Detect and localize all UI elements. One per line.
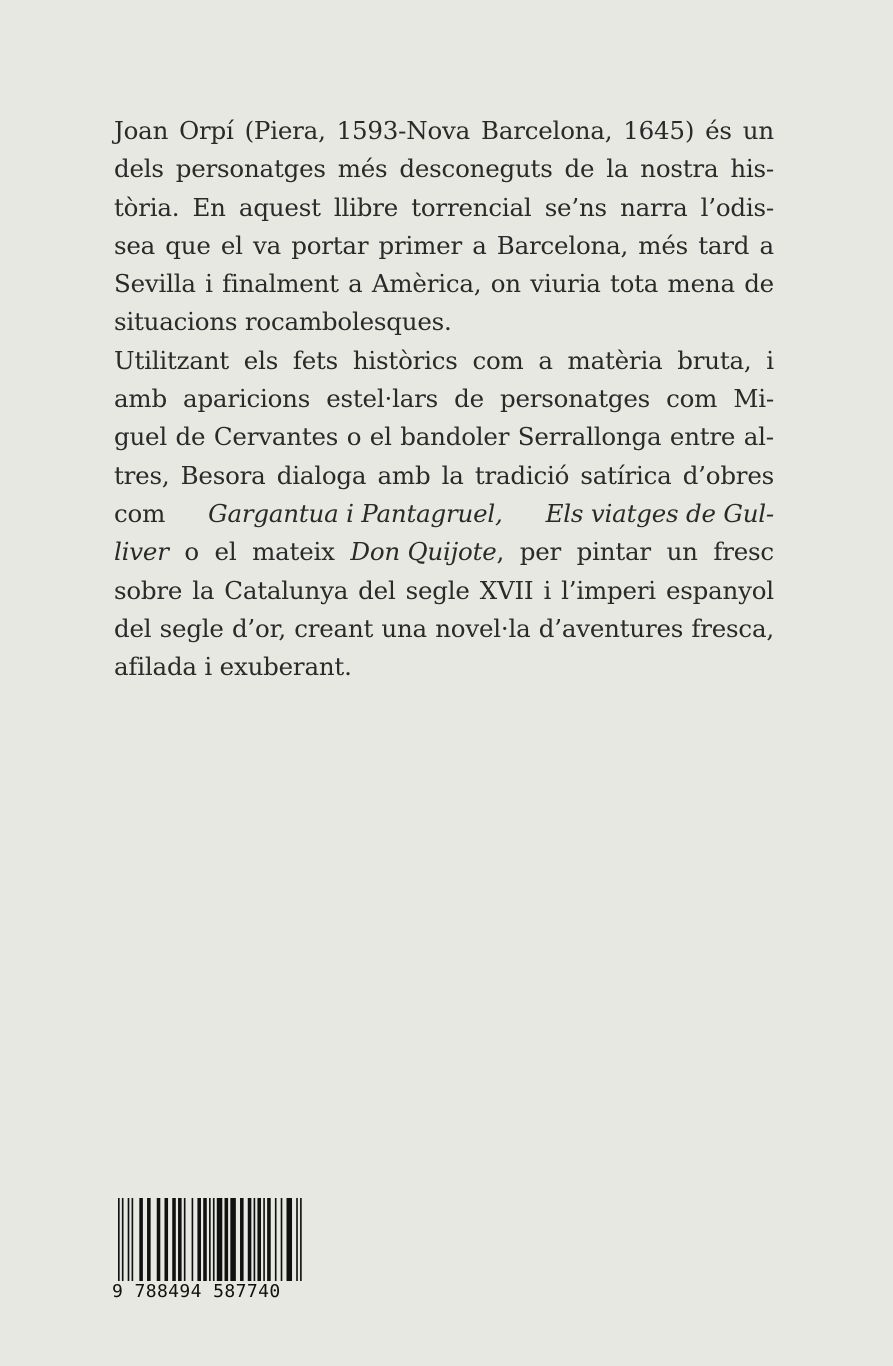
word: on bbox=[490, 269, 521, 299]
word: primer bbox=[378, 230, 462, 260]
word: i bbox=[543, 575, 552, 605]
word: llibre bbox=[333, 192, 399, 222]
word: Barcelona, bbox=[481, 116, 613, 145]
word: guel bbox=[114, 422, 167, 452]
barcode-bar bbox=[230, 1198, 236, 1282]
word: Don Quijote, bbox=[350, 537, 505, 567]
punctuation: , bbox=[496, 537, 505, 567]
word: nostra bbox=[640, 154, 719, 184]
word: pintar bbox=[576, 537, 651, 567]
text-line bbox=[114, 112, 774, 150]
word: tard bbox=[698, 230, 750, 260]
word: Sevilla bbox=[114, 269, 196, 299]
word: mateix bbox=[252, 537, 335, 567]
word: a bbox=[472, 230, 487, 260]
word: estel·lars bbox=[326, 384, 439, 414]
text-line bbox=[114, 380, 774, 418]
word: a bbox=[759, 230, 774, 260]
word: desconeguts bbox=[399, 154, 553, 184]
word: Serrallonga bbox=[517, 422, 662, 452]
word: un bbox=[666, 537, 698, 567]
barcode-bar bbox=[263, 1198, 265, 1282]
word: tres, bbox=[114, 460, 170, 490]
isbn-number: 9 788494 587740 bbox=[112, 1281, 306, 1302]
word: tòria. bbox=[114, 192, 180, 222]
barcode-bar bbox=[184, 1198, 186, 1282]
barcode-bar bbox=[254, 1198, 256, 1282]
word: dels bbox=[114, 154, 164, 184]
word: l’odis- bbox=[700, 192, 774, 222]
text-line bbox=[114, 227, 774, 265]
word: entre bbox=[669, 422, 736, 452]
barcode-bar bbox=[257, 1198, 261, 1282]
word: En bbox=[192, 192, 226, 222]
text-line bbox=[114, 457, 774, 495]
word: més bbox=[337, 154, 388, 184]
word: la bbox=[606, 154, 629, 184]
word: Joan bbox=[114, 116, 169, 145]
word: personatges bbox=[175, 154, 326, 184]
word: segle bbox=[159, 613, 224, 643]
barcode-bar bbox=[118, 1198, 120, 1294]
word: se’ns bbox=[544, 192, 607, 222]
word: a bbox=[538, 345, 553, 375]
word: Catalunya bbox=[224, 575, 349, 605]
word: fresc bbox=[713, 537, 774, 567]
word: portar bbox=[291, 230, 369, 260]
word: finalment bbox=[222, 269, 339, 299]
word: bandoler bbox=[400, 422, 510, 452]
word: al- bbox=[743, 422, 774, 452]
barcode-bar bbox=[213, 1198, 215, 1294]
text-line bbox=[114, 265, 774, 303]
text-line bbox=[114, 572, 774, 610]
word: tradició bbox=[474, 460, 570, 490]
word: torrencial bbox=[411, 192, 532, 222]
word: d’obres bbox=[682, 460, 774, 490]
text-line bbox=[114, 189, 774, 227]
barcode-bar bbox=[132, 1198, 134, 1282]
barcode-bar bbox=[164, 1198, 168, 1282]
word: el bbox=[220, 230, 243, 260]
word: (Piera, bbox=[244, 116, 326, 145]
word: amb bbox=[377, 460, 431, 490]
word: el bbox=[369, 422, 392, 452]
text-line bbox=[114, 610, 774, 648]
barcode-bar bbox=[178, 1198, 182, 1282]
word: tota bbox=[609, 269, 659, 299]
word: sea bbox=[114, 230, 156, 260]
word: i bbox=[205, 269, 213, 299]
word: un bbox=[742, 116, 774, 145]
word: XVII bbox=[479, 575, 534, 605]
text-line bbox=[114, 533, 774, 571]
word: Mi- bbox=[733, 384, 774, 414]
word: 1593-Nova bbox=[336, 116, 471, 145]
barcode-bar bbox=[147, 1198, 151, 1282]
barcode-bar bbox=[217, 1198, 223, 1282]
word: Utilitzant bbox=[114, 345, 229, 375]
word: his- bbox=[730, 154, 774, 184]
word: els bbox=[243, 345, 279, 375]
word: fresca, bbox=[691, 613, 774, 643]
word: com bbox=[472, 345, 524, 375]
word: narra bbox=[620, 192, 688, 222]
word: l’imperi bbox=[561, 575, 656, 605]
word: Els viatges de Gul- bbox=[545, 498, 774, 528]
synopsis-text bbox=[114, 112, 774, 686]
barcode-bar bbox=[209, 1198, 211, 1294]
barcode-bar bbox=[248, 1198, 252, 1282]
word: novel·la bbox=[435, 613, 531, 643]
word: sobre bbox=[114, 575, 183, 605]
word: a bbox=[348, 269, 363, 299]
word: personatges bbox=[500, 384, 651, 414]
word: de bbox=[175, 422, 206, 452]
barcode-bar bbox=[139, 1198, 143, 1282]
word: situacions rocambolesques. bbox=[114, 307, 452, 337]
word: la bbox=[441, 460, 464, 490]
word: espanyol bbox=[665, 575, 774, 605]
word: com bbox=[666, 384, 718, 414]
word: creant bbox=[294, 613, 374, 643]
barcode-bar bbox=[296, 1198, 298, 1294]
word: amb bbox=[114, 384, 167, 414]
word: de bbox=[454, 384, 484, 414]
word: més bbox=[638, 230, 689, 260]
word: liver bbox=[114, 537, 169, 567]
word: del bbox=[114, 613, 152, 643]
word: Besora bbox=[180, 460, 266, 490]
word: Barcelona, bbox=[496, 230, 629, 260]
word: de bbox=[744, 269, 774, 299]
word: per bbox=[519, 537, 562, 567]
barcode-bar bbox=[157, 1198, 161, 1282]
word: satírica bbox=[580, 460, 672, 490]
text-line bbox=[114, 418, 774, 456]
barcode-bar bbox=[281, 1198, 283, 1282]
barcode-bar bbox=[240, 1198, 244, 1282]
word: de bbox=[564, 154, 595, 184]
barcode-bar bbox=[172, 1198, 176, 1282]
word: bruta, bbox=[677, 345, 752, 375]
text-line bbox=[114, 342, 774, 380]
word: que bbox=[165, 230, 211, 260]
word: aquest bbox=[238, 192, 321, 222]
word: segle bbox=[405, 575, 470, 605]
barcode-bar bbox=[197, 1198, 201, 1282]
word: és bbox=[705, 116, 732, 145]
word: fets bbox=[292, 345, 339, 375]
barcode-bar bbox=[267, 1198, 271, 1282]
word: mena bbox=[667, 269, 735, 299]
word: com bbox=[114, 498, 166, 528]
barcode-bar bbox=[287, 1198, 293, 1282]
text-line bbox=[114, 495, 774, 533]
word: Cervantes bbox=[213, 422, 339, 452]
word: del bbox=[358, 575, 396, 605]
word: o bbox=[184, 537, 199, 567]
word: dialoga bbox=[276, 460, 367, 490]
barcode-bar bbox=[128, 1198, 130, 1282]
word: afilada i exuberant. bbox=[114, 652, 352, 682]
word: va bbox=[252, 230, 282, 260]
word: matèria bbox=[567, 345, 663, 375]
word: Gargantua i Pantagruel, bbox=[208, 498, 503, 528]
text-line bbox=[114, 150, 774, 188]
word: una bbox=[381, 613, 427, 643]
barcode-bar bbox=[122, 1198, 124, 1294]
barcode-bar bbox=[300, 1198, 302, 1294]
word: el bbox=[214, 537, 237, 567]
word: Orpí bbox=[179, 116, 234, 145]
barcode-bar bbox=[225, 1198, 229, 1282]
barcode-bar bbox=[275, 1198, 277, 1282]
word: la bbox=[192, 575, 215, 605]
text-line bbox=[114, 648, 774, 686]
text-line bbox=[114, 303, 774, 341]
word: o bbox=[346, 422, 362, 452]
barcode-bar bbox=[203, 1198, 207, 1282]
word: Amèrica, bbox=[371, 269, 482, 299]
word: aparicions bbox=[183, 384, 311, 414]
barcode-bar bbox=[192, 1198, 194, 1282]
word: d’or, bbox=[231, 613, 286, 643]
word: i bbox=[766, 345, 774, 375]
word: viuria bbox=[530, 269, 601, 299]
word: 1645) bbox=[623, 116, 695, 145]
word: històrics bbox=[352, 345, 458, 375]
word: d’aventures bbox=[538, 613, 684, 643]
